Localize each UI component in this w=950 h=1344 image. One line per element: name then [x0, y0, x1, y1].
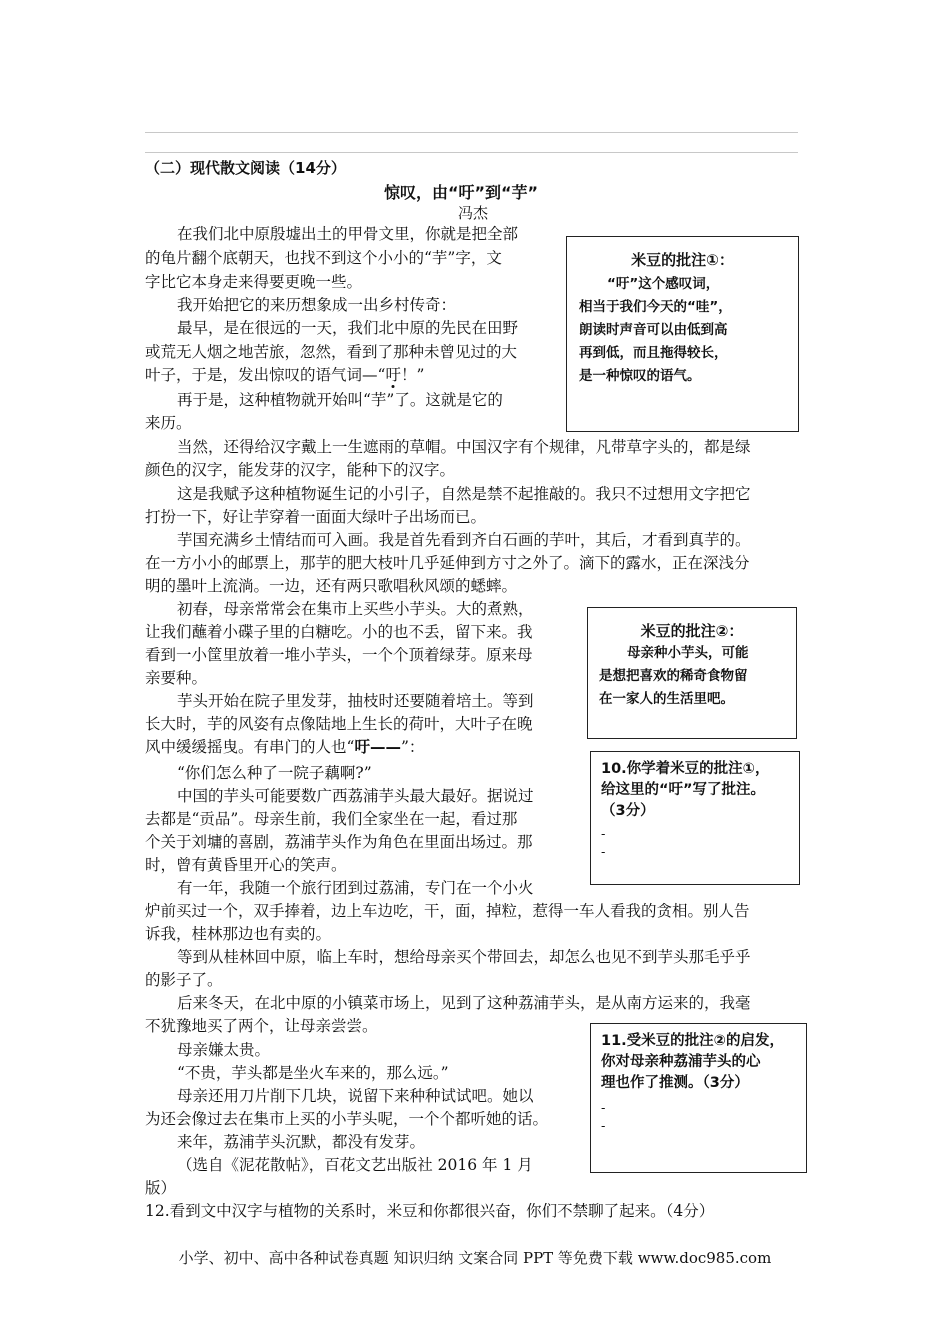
- paragraph-line: 这是我赋予这种植物诞生记的小引子，自然是禁不起推敲的。我只不过想用文字把它: [177, 485, 751, 503]
- paragraph-line: 明的墨叶上流淌。一边，还有两只歌唱秋风颂的蟋蟀。: [145, 577, 518, 595]
- question-line: 11.受米豆的批注②的启发，: [601, 1033, 784, 1049]
- paragraph-line: 让我们蘸着小碟子里的白糖吃。小的也不丢，留下来。我: [145, 623, 533, 641]
- question-line: 给这里的“吁”写了批注。: [601, 782, 766, 798]
- paragraph-line: 后来冬天，在北中原的小镇菜市场上，见到了这种荔浦芋头，是从南方运来的，我毫: [177, 994, 751, 1012]
- section-heading: （二）现代散文阅读（14分）: [145, 159, 346, 177]
- annotation-box-1: [566, 236, 799, 432]
- answer-blank[interactable]: -: [601, 827, 606, 842]
- text-segment: 叶子，于是，发出惊叹的语气词—“: [145, 366, 386, 384]
- question-12: 12.看到文中汉字与植物的关系时，米豆和你都很兴奋，你们不禁聊了起来。（4分）: [145, 1202, 715, 1220]
- annotation-box-2: [587, 607, 797, 739]
- annotation-line: 在一家人的生活里吧。: [599, 691, 734, 707]
- question-line: （3分）: [601, 803, 655, 819]
- paragraph-line: 长大时，芋的风姿有点像陆地上生长的荷叶，大叶子在晚: [145, 715, 533, 733]
- annotation-line: 朗读时声音可以由低到高: [579, 322, 728, 338]
- paragraph-line: 等到从桂林回中原，临上车时，想给母亲买个带回去，却怎么也见不到芋头那毛乎乎: [177, 948, 751, 966]
- paragraph-line: 字比它本身走来得要更晚一些。: [145, 273, 363, 291]
- paragraph-line: 不犹豫地买了两个，让母亲尝尝。: [145, 1017, 378, 1035]
- annotation-line: 相当于我们今天的“哇”，: [579, 299, 732, 315]
- article-title: 惊叹，由“吁”到“芋”: [384, 183, 539, 202]
- paragraph-line: 母亲嫌太贵。: [177, 1041, 271, 1059]
- annotation-line: 再到低，而且拖得较长，: [579, 345, 728, 361]
- text-segment: ”：: [400, 738, 425, 756]
- annotation-line: 是想把喜欢的稀奇食物留: [599, 668, 748, 684]
- paragraph-line: 的影子了。: [145, 971, 223, 989]
- answer-blank[interactable]: -: [601, 1119, 606, 1134]
- paragraph-line: 看到一小筐里放着一堆小芋头，一个个顶着绿芽。原来母: [145, 646, 533, 664]
- emphasized-word: 吁——: [354, 738, 401, 756]
- question-10-box: [590, 751, 800, 885]
- paragraph-line: 的龟片翻个底朝天，也找不到这个小小的“芋”字，文: [145, 249, 502, 267]
- page-footer: 小学、初中、高中各种试卷真题 知识归纳 文案合同 PPT 等免费下载 www.doc985.com: [178, 1249, 772, 1267]
- annotation-title: 米豆的批注②：: [640, 622, 744, 640]
- text-segment: 风中缓缓摇曳。有串门的人也“: [145, 738, 355, 756]
- header-rule-bottom: [145, 152, 798, 153]
- paragraph-line: 初春，母亲常常会在集市上买些小芋头。大的煮熟，: [177, 600, 534, 618]
- paragraph-line: 个关于刘墉的喜剧，荔浦芋头作为角色在里面出场过。那: [145, 833, 533, 851]
- paragraph-line-emphasis: [145, 736, 424, 758]
- emphasized-word: 吁: [385, 366, 401, 384]
- answer-blank[interactable]: -: [601, 1101, 606, 1116]
- paragraph-line-emphasis: [145, 364, 424, 386]
- paragraph-line: 亲要种。: [145, 669, 208, 687]
- annotation-line: 母亲种小芋头，可能: [627, 645, 749, 661]
- text-segment: ！”: [400, 366, 425, 384]
- paragraph-line: 在我们北中原殷墟出土的甲骨文里，你就是把全部: [177, 225, 519, 243]
- question-line: 你对母亲种荔浦芋头的心: [601, 1054, 761, 1070]
- paragraph-line: 芋国充满乡土情结而可入画。我是首先看到齐白石画的芋叶，其后，才看到真芋的。: [177, 531, 751, 549]
- paragraph-line: 颜色的汉字，能发芽的汉字，能种下的汉字。: [145, 461, 456, 479]
- paragraph-line: “你们怎么种了一院子藕啊?”: [177, 764, 372, 782]
- paragraph-line: 我开始把它的来历想象成一出乡村传奇：: [177, 296, 457, 314]
- paragraph-line: 芋头开始在院子里发芽，抽枝时还要随着培土。等到: [177, 692, 534, 710]
- annotation-line: 是一种惊叹的语气。: [579, 368, 701, 384]
- paragraph-line: 再于是，这种植物就开始叫“芋”了。这就是它的: [177, 391, 503, 409]
- question-line: 理也作了推测。（3分）: [601, 1075, 749, 1091]
- paragraph-line: 炉前买过一个，双手捧着，边上车边吃，干，面，掉粒，惹得一车人看我的贪相。别人告: [145, 902, 750, 920]
- paragraph-line: 去都是“贡品”。母亲生前，我们全家坐在一起，看过那: [145, 810, 518, 828]
- annotation-line: “吁”这个感叹词，: [607, 276, 720, 292]
- question-line: 10.你学着米豆的批注①，: [601, 761, 770, 777]
- source-citation: 版）: [145, 1179, 177, 1197]
- paragraph-line: 或荒无人烟之地苦旅，忽然，看到了那种未曾见过的大: [145, 343, 518, 361]
- paragraph-line: 在一方小小的邮票上，那芋的肥大枝叶几乎延伸到方寸之外了。滴下的露水，正在深浅分: [145, 554, 750, 572]
- paragraph-line: 来年，荔浦芋头沉默，都没有发芽。: [177, 1133, 426, 1151]
- paragraph-line: 诉我，桂林那边也有卖的。: [145, 925, 332, 943]
- paragraph-line: 来历。: [145, 414, 192, 432]
- answer-blank[interactable]: -: [601, 845, 606, 860]
- paragraph-line: 中国的芋头可能要数广西荔浦芋头最大最好。据说过: [177, 787, 534, 805]
- paragraph-line: “不贵，芋头都是坐火车来的，那么远。”: [177, 1064, 449, 1082]
- source-citation: （选自《泥花散帖》，百花文艺出版社 2016 年 1 月: [177, 1156, 533, 1174]
- header-rule-top: [145, 132, 798, 133]
- annotation-title: 米豆的批注①：: [631, 251, 734, 269]
- paragraph-line: 为还会像过去在集市上买的小芋头呢，一个个都听她的话。: [145, 1110, 549, 1128]
- article-author: 冯杰: [458, 204, 489, 222]
- question-11-box: [590, 1023, 807, 1173]
- paragraph-line: 打扮一下，好让芋穿着一面面大绿叶子出场而已。: [145, 508, 487, 526]
- paragraph-line: 当然，还得给汉字戴上一生遮雨的草帽。中国汉字有个规律，凡带草字头的，都是绿: [177, 438, 751, 456]
- paragraph-line: 最早，是在很远的一天，我们北中原的先民在田野: [177, 319, 519, 337]
- paragraph-line: 时，曾有黄昏里开心的笑声。: [145, 856, 347, 874]
- paragraph-line: 有一年，我随一个旅行团到过荔浦，专门在一个小火: [177, 879, 534, 897]
- paragraph-line: 母亲还用刀片削下几块，说留下来种种试试吧。她以: [177, 1087, 534, 1105]
